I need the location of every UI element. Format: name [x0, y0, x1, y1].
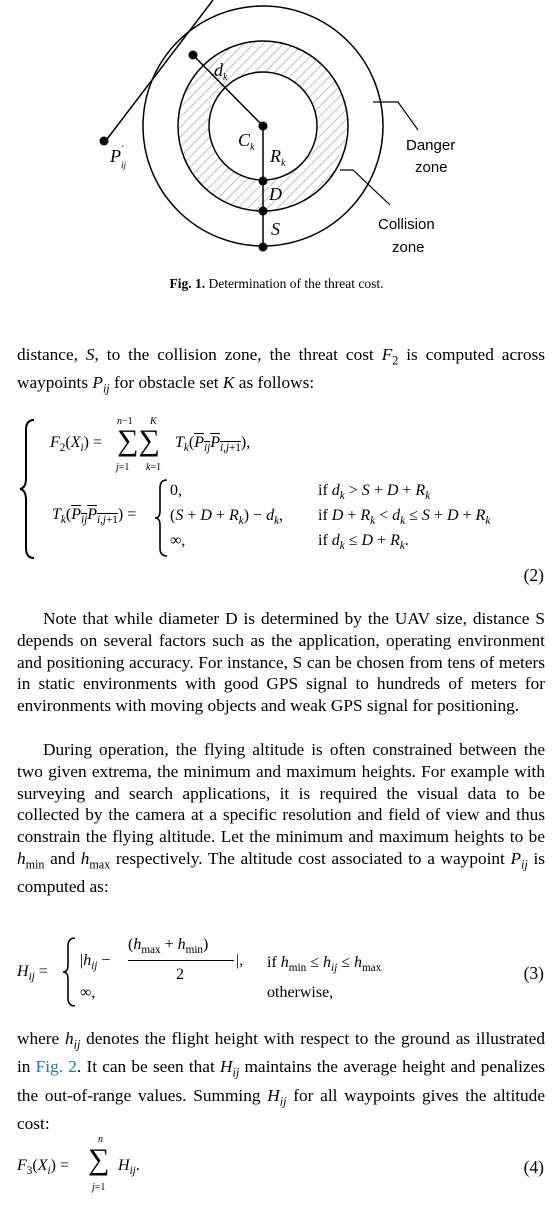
collision-edge-dot — [259, 207, 268, 216]
equation-2-number: (2) — [523, 565, 544, 585]
danger-zone-label: Danger — [406, 137, 456, 154]
waypoint-p-dot — [100, 137, 109, 146]
eq2-case1: 0, — [170, 482, 182, 499]
equation-3-number: (3) — [523, 963, 544, 983]
equation-4-number: (4) — [523, 1157, 544, 1177]
paragraph-3: During operation, the flying altitude is often constrained between the two given extrema, the minimum and maximum heights. For example with surveying and search applications, it is required the visual data to be collected by the camera at a specific resolution and field of view and thus constrain the flying altitude. Let the minimum and maximum heights to be $h_{min}$ and $h_{max}$ respectively. The altitude cost associated to a waypoint $P_{ij}$ is computed as: — [17, 740, 545, 897]
equation-3: $H_{ij}$ = $|h_{ij}$ − $(h_{max} + h_{min})$ 2 |, ∞, if $h_{min} \le h_{ij} \le h_{max}$ otherwise, (3) — [0, 930, 553, 1010]
collision-zone-label: Collision — [378, 216, 435, 233]
threat-cost-figure — [0, 0, 553, 300]
svg-text:': ' — [122, 144, 124, 155]
eq3-case2: ∞, — [80, 984, 96, 1001]
paragraph-2: Note that while diameter D is determined by the UAV size, distance S depends on several factors such as the application, operating environment and positioning accuracy. For instance, S can be chosen from tens of meters in static environments with good GPS signal to hundreds of meters for environments with moving objects and weak GPS signal for positioning. — [17, 609, 545, 716]
center-dot — [259, 122, 268, 131]
waypoint-dot — [189, 51, 198, 60]
danger-zone-label-2: zone — [415, 159, 448, 176]
label-d: D — [269, 184, 282, 204]
paragraph-4: where $h_{ij}$ denotes the flight height with respect to the ground as illustrated in Fig. 2. It can be seen that $H_{ij}$ maintains the average height and penalizes the out-of-range values. Summing $H_{ij}$ for all waypoints gives the altitude cost: — [17, 1029, 545, 1133]
eq2-case3: ∞, — [170, 532, 186, 549]
svg-text:Rk: $R_k$ — [270, 146, 286, 169]
svg-text:P: P — [110, 146, 121, 166]
svg-text:Ck: $C_k$ — [238, 130, 255, 153]
svg-text:dk: $d_k$ — [214, 60, 228, 83]
svg-text:ij: ij — [121, 160, 127, 170]
paragraph-1: distance, S, to the collision zone, the threat cost $F_2$ is computed across waypoints $P_{ij}$ for obstacle set K as follows: — [17, 345, 545, 396]
collision-zone-label-2: zone — [392, 239, 425, 256]
equation-2: $F_2(X_i)$ = n−1 K ∑∑ j=1 k=1 $T_k(P_{ij}P_{i,j+1})$, $T_k(P_{ij}P_{i,j+1})$ = 0, $(S + D + R_k) - d_k$, ∞, if $d_k > S + D + R_k$ if $D + R_k < d_k \le S + D + R_k$ if $d_k \le D + R_k$. (2) — [0, 410, 553, 580]
fig2-link[interactable]: Fig. 2 — [35, 1057, 77, 1077]
label-s: S — [271, 219, 280, 239]
figure-caption: Fig. 1. Determination of the threat cost. — [169, 276, 384, 291]
eq3-cond2: otherwise, — [267, 984, 334, 1001]
equation-4: n $F_3(X_i)$ = ∑ j=1 $H_{ij}$. (4) — [17, 1134, 544, 1193]
danger-edge-dot — [259, 243, 268, 252]
obstacle-edge-dot — [259, 177, 268, 186]
